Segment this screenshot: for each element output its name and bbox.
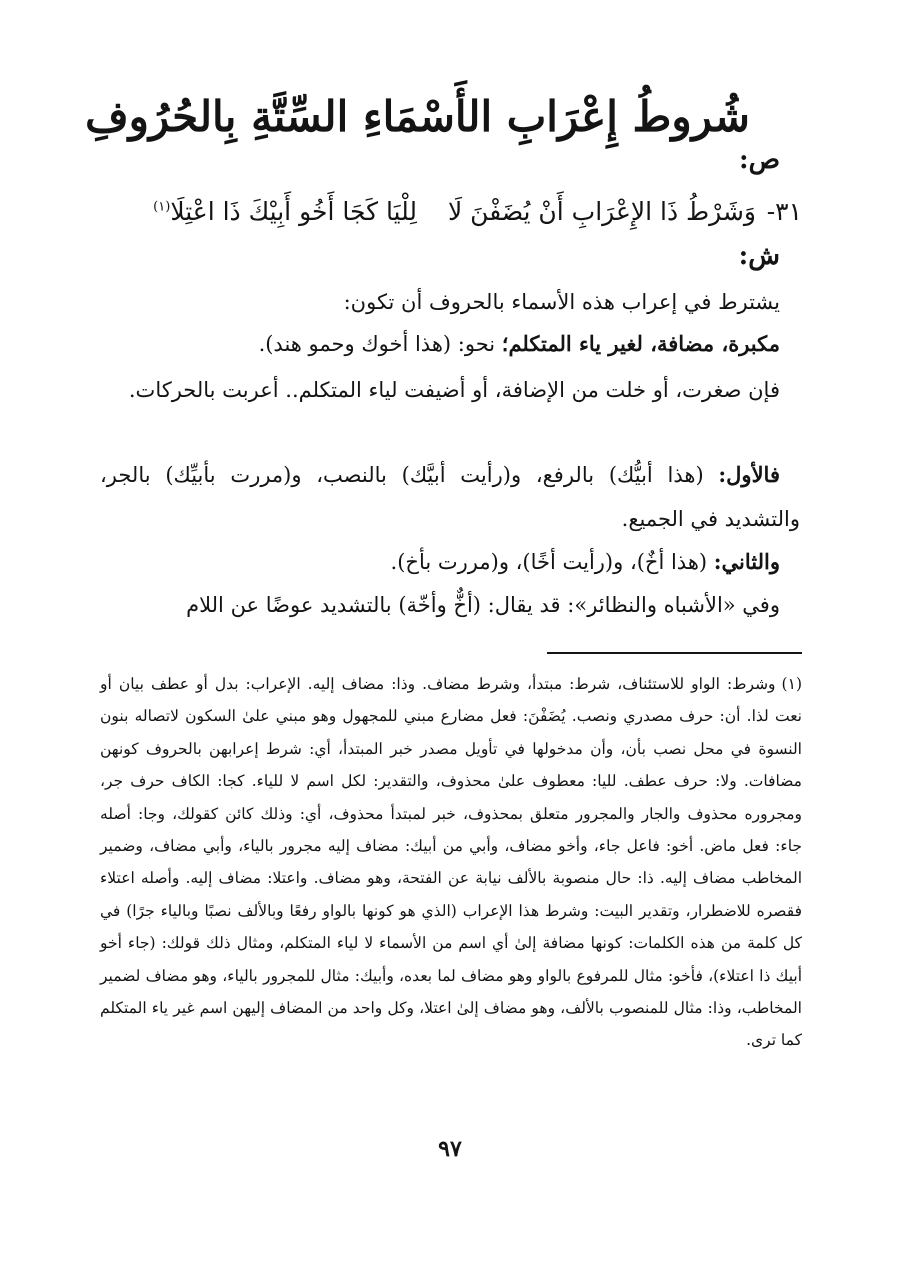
page-number: ٩٧ [438,1136,462,1162]
footnote [100,668,802,1057]
commentary-label-sheen: ش: [738,241,780,271]
text-label-sad: ص: [738,145,780,175]
footnote-marker[interactable]: (١) [153,199,171,215]
paragraph-first-case [100,453,800,541]
first-case-label: فالأول: [718,462,780,487]
verse-hemistich-first: وَشَرْطُ ذَا الإِعْرَابِ أَنْ يُضَفْنَ لَا [447,197,756,226]
paragraph-second-case [100,540,800,584]
footnote-number: (١) [781,675,802,693]
paragraph-exceptions: فإن صغرت، أو خلت من الإضافة، أو أضيفت لياء المتكلم.. أعربت بالحركات. [128,378,780,402]
second-case-label: والثاني: [713,549,780,574]
verse-hemistich-second-text: لِلْيَا كَجَا أَخُو أَبِيْكَ ذَا اعْتِلَا [170,197,417,226]
conditions-example: نحو: (هذا أخوك وحمو هند). [258,332,502,356]
footnote-text: وشرط: الواو للاستئناف، شرط: مبتدأ، وشرط مضاف. وذا: مضاف إليه. الإعراب: بدل أو عطف بيان أو نعت لذا. أن: حرف مصدري ونصب. يُضَفْنَ: فعل مضارع مبني للمجهول وهو مبني علىٰ السكون لاتصاله بنون النسوة في محل نصب بأن، وأن مدخولها في تأويل مصدر خبر المبتدأ، أي: شرط إعرابهن بالحروف كونهن مضافات. ولا: حرف عطف. لليا: معطوف علىٰ محذوف، والتقدير: لكل اسم لا للياء. كجا: الكاف حرف جر، ومجروره محذوف والجار والمجرور متعلق بمحذوف، خبر لمبتدأ محذوف، أي: وذلك كائن كقولك، وجا: أصله جاء: فعل ماض. أخو: فاعل جاء، وأخو مضاف، وأبي من أبيك: مضاف إليه مجرور بالياء، وأبي مضاف، وضمير المخاطب مضاف إليه. ذا: حال منصوبة بالألف نيابة عن الفتحة، وهو مضاف. واعتلا: مضاف إليه. وأصله اعتلاء فقصره للاضطرار، وتقدير البيت: وشرط هذا الإعراب (الذي هو كونها بالواو رفعًا وبالألف نصبًا وبالياء جرًا) في كل كلمة من هذه الكلمات: كونها مضافة إلىٰ أي اسم من الأسماء لا لياء المتكلم، ومثال ذلك قولك: (جاء أخو أبيك ذا اعتلاء)، فأخو: مثال للمرفوع بالواو وهو مضاف لما بعده، وأبيك: مثال للمجرور بالياء، وهو مضاف لضمير المخاطب، وذا: مثال للمنصوب بالألف، وهو مضاف إلىٰ اعتلا، وكل واحد من المضاف إليهن اسم غير ياء المتكلم كما ترى. [100,675,802,1050]
verse-hemistich-second [153,186,417,238]
paragraph-ashbah-quote: وفي «الأشباه والنظائر»: قد يقال: (أخٌّ وأخّة) بالتشديد عوضًا عن اللام [186,593,780,617]
chapter-title: شُروطُ إِعْرَابِ الأَسْمَاءِ السِّتَّةِ بِالحُرُوفِ [85,92,750,141]
second-case-text: (هذا أخٌ)، و(رأيت أخًا)، و(مررت بأخ). [390,550,714,574]
paragraph-conditions [100,322,780,366]
verse-line [102,186,802,238]
footnote-divider [547,652,802,654]
conditions-bold: مكبرة، مضافة، لغير ياء المتكلم؛ [501,331,780,356]
verse-number: ٣١- [766,197,802,226]
first-case-text: (هذا أبيُّك) بالرفع، و(رأيت أبيَّك) بالنصب، و(مررت بأبيِّك) بالجر، والتشديد في الجميع. [100,463,800,531]
paragraph-conditions-intro: يشترط في إعراب هذه الأسماء بالحروف أن تكون: [343,290,780,314]
